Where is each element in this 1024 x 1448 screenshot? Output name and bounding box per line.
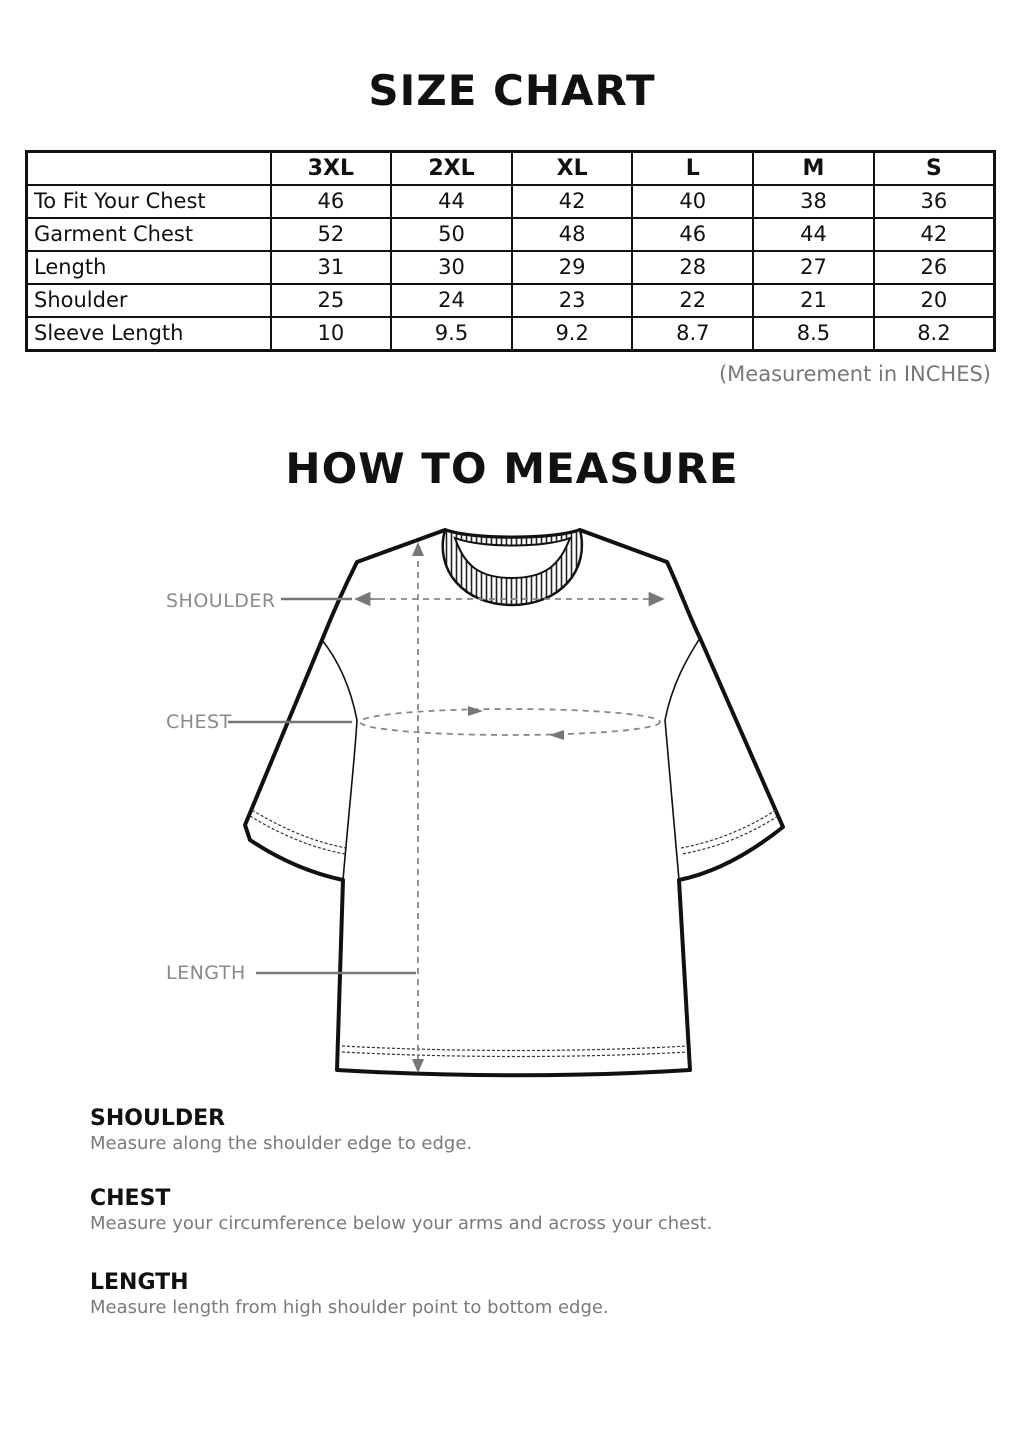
table-cell: 21 bbox=[753, 284, 874, 317]
size-header-row bbox=[27, 152, 995, 186]
size-header-2xl: 2XL bbox=[391, 152, 512, 186]
chest-instruction-text: Measure your circumference below your arms and across your chest. bbox=[90, 1213, 713, 1234]
size-chart-table bbox=[25, 150, 996, 352]
table-cell: 24 bbox=[391, 284, 512, 317]
table-cell: 10 bbox=[271, 317, 392, 351]
table-row bbox=[27, 185, 995, 218]
table-cell: 25 bbox=[271, 284, 392, 317]
table-cell: 31 bbox=[271, 251, 392, 284]
table-cell: 50 bbox=[391, 218, 512, 251]
table-cell: 22 bbox=[632, 284, 753, 317]
table-row bbox=[27, 284, 995, 317]
tshirt-outline bbox=[245, 530, 783, 1075]
size-header-m: M bbox=[753, 152, 874, 186]
size-header-s: S bbox=[874, 152, 995, 186]
table-cell: 46 bbox=[632, 218, 753, 251]
row-label: To Fit Your Chest bbox=[27, 185, 271, 218]
table-cell: 36 bbox=[874, 185, 995, 218]
table-cell: 26 bbox=[874, 251, 995, 284]
length-instruction-heading: LENGTH bbox=[90, 1270, 189, 1295]
chest-instruction-heading: CHEST bbox=[90, 1186, 171, 1211]
how-to-measure-title: HOW TO MEASURE bbox=[285, 444, 739, 493]
table-cell: 9.2 bbox=[512, 317, 633, 351]
table-cell: 8.2 bbox=[874, 317, 995, 351]
shoulder-callout-label: SHOULDER bbox=[166, 590, 276, 612]
length-instruction-text: Measure length from high shoulder point to bottom edge. bbox=[90, 1297, 609, 1318]
row-label: Shoulder bbox=[27, 284, 271, 317]
table-cell: 8.5 bbox=[753, 317, 874, 351]
table-cell: 20 bbox=[874, 284, 995, 317]
size-header-l: L bbox=[632, 152, 753, 186]
size-chart-title: SIZE CHART bbox=[368, 66, 656, 115]
row-label: Sleeve Length bbox=[27, 317, 271, 351]
table-cell: 28 bbox=[632, 251, 753, 284]
table-row bbox=[27, 251, 995, 284]
table-cell: 8.7 bbox=[632, 317, 753, 351]
table-cell: 48 bbox=[512, 218, 633, 251]
chest-callout-label: CHEST bbox=[166, 711, 232, 733]
row-label: Garment Chest bbox=[27, 218, 271, 251]
table-cell: 27 bbox=[753, 251, 874, 284]
table-cell: 30 bbox=[391, 251, 512, 284]
table-row bbox=[27, 317, 995, 351]
size-header-3xl: 3XL bbox=[271, 152, 392, 186]
table-cell: 38 bbox=[753, 185, 874, 218]
length-callout-label: LENGTH bbox=[166, 962, 246, 984]
table-cell: 52 bbox=[271, 218, 392, 251]
table-cell: 44 bbox=[391, 185, 512, 218]
table-cell: 9.5 bbox=[391, 317, 512, 351]
shoulder-instruction bbox=[90, 1106, 472, 1154]
shoulder-instruction-heading: SHOULDER bbox=[90, 1106, 226, 1131]
table-cell: 42 bbox=[874, 218, 995, 251]
size-header-xl: XL bbox=[512, 152, 633, 186]
units-note: (Measurement in INCHES) bbox=[718, 362, 991, 386]
tshirt-diagram bbox=[0, 510, 1024, 1090]
header-blank-cell bbox=[27, 152, 271, 186]
table-cell: 40 bbox=[632, 185, 753, 218]
table-cell: 29 bbox=[512, 251, 633, 284]
table-cell: 23 bbox=[512, 284, 633, 317]
table-row bbox=[27, 218, 995, 251]
shoulder-instruction-text: Measure along the shoulder edge to edge. bbox=[90, 1133, 473, 1154]
length-instruction bbox=[90, 1270, 609, 1318]
row-label: Length bbox=[27, 251, 271, 284]
table-cell: 44 bbox=[753, 218, 874, 251]
table-cell: 42 bbox=[512, 185, 633, 218]
chest-instruction bbox=[90, 1186, 712, 1234]
table-cell: 46 bbox=[271, 185, 392, 218]
